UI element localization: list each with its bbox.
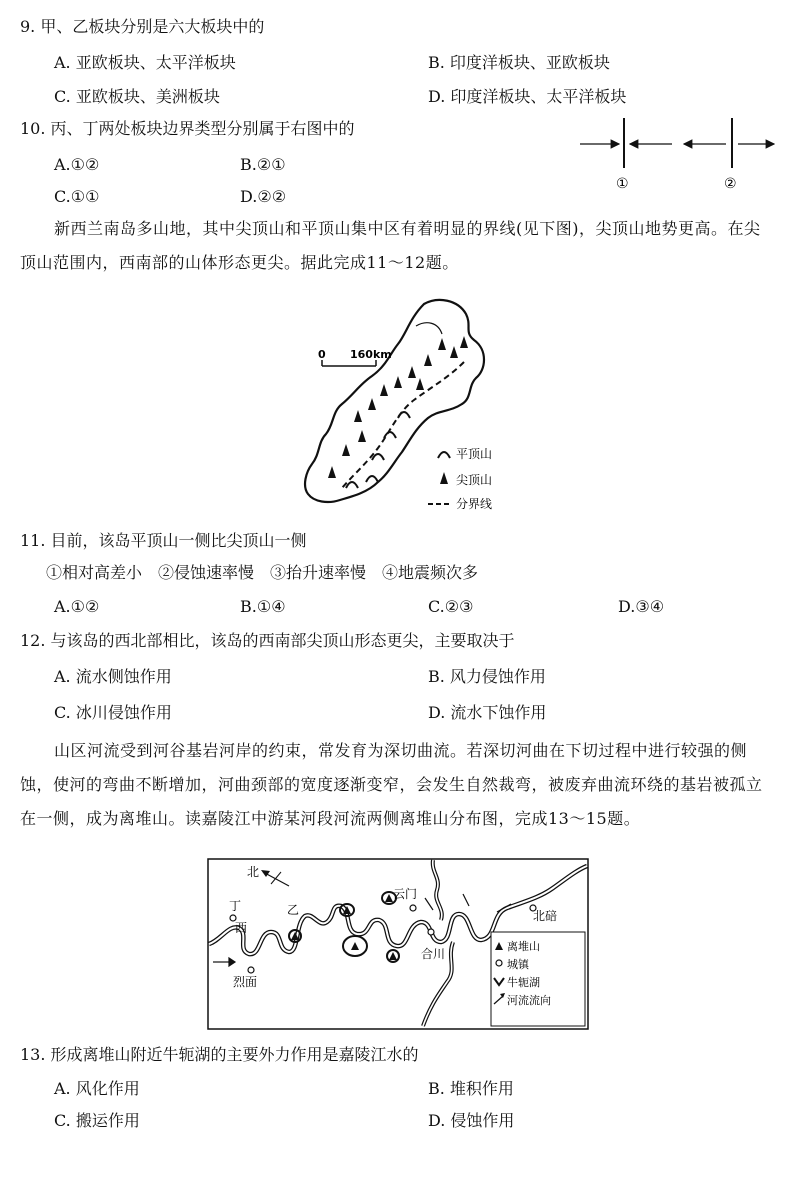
q13-option-c: C. 搬运作用 [54, 1111, 140, 1130]
label-yi: 乙 [287, 903, 300, 917]
q11-items: ①相对高差小 ②侵蚀速率慢 ③抬升速率慢 ④地震频次多 [46, 563, 479, 582]
q11-option-c: C.②③ [428, 597, 474, 616]
label-xi: 西 [235, 921, 248, 935]
legend-flow: 河流流向 [507, 994, 551, 1007]
q12-option-b: B. 风力侵蚀作用 [428, 667, 546, 686]
label-hechuan: 合川 [421, 947, 446, 961]
q9-option-d: D. 印度洋板块、太平洋板块 [428, 87, 627, 106]
q9-stem: 9. 甲、乙板块分别是六大板块中的 [20, 17, 265, 36]
town-markers [230, 905, 536, 973]
q9-option-c: C. 亚欧板块、美洲板块 [54, 87, 220, 106]
q10-option-b: B.②① [240, 155, 286, 174]
q13-option-a: A. 风化作用 [54, 1079, 140, 1098]
q9-option-a: A. 亚欧板块、太平洋板块 [54, 53, 236, 72]
flat-mountains [346, 412, 410, 488]
inner-ridge [416, 323, 442, 334]
north-arrow [247, 865, 289, 886]
divide-line [342, 362, 464, 488]
north-label: 北 [247, 865, 260, 879]
map1-legend [428, 447, 492, 511]
isolated-hills [289, 892, 399, 962]
q13-option-d: D. 侵蚀作用 [428, 1111, 515, 1130]
legend-town: 城镇 [507, 958, 529, 971]
scale-bar [318, 348, 392, 366]
q12-option-d: D. 流水下蚀作用 [428, 703, 547, 722]
jialing-river-map [207, 858, 589, 1030]
plate-boundary-figure [576, 116, 776, 196]
label-beibei: 北碚 [533, 909, 558, 923]
map2-legend [491, 932, 585, 1026]
label-ding: 丁 [229, 899, 242, 913]
q13-option-b: B. 堆积作用 [428, 1079, 514, 1098]
q10-stem: 10. 丙、丁两处板块边界类型分别属于右图中的 [20, 119, 355, 138]
scale-value: 160km [350, 348, 392, 361]
legend-hill: 离堆山 [507, 940, 540, 953]
q11-stem: 11. 目前，该岛平顶山一侧比尖顶山一侧 [20, 531, 307, 550]
label-yunmen: 云门 [393, 887, 418, 901]
q10-option-a: A.①② [54, 155, 100, 174]
q12-option-c: C. 冰川侵蚀作用 [54, 703, 172, 722]
south-island-map [298, 292, 530, 514]
q10-option-c: C.①① [54, 187, 100, 206]
q11-option-b: B.①④ [240, 597, 286, 616]
q12-stem: 12. 与该岛的西北部相比，该岛的西南部尖顶山形态更尖，主要取决于 [20, 631, 515, 650]
q11-option-a: A.①② [54, 597, 100, 616]
fig-label-2: ② [724, 176, 737, 192]
fig-label-1: ① [616, 176, 629, 192]
legend-flat: 平顶山 [456, 447, 493, 461]
q9-option-b: B. 印度洋板块、亚欧板块 [428, 53, 610, 72]
legend-line: 分界线 [456, 497, 493, 511]
label-liemian: 烈面 [233, 975, 258, 989]
q10-option-d: D.②② [240, 187, 287, 206]
legend-peak: 尖顶山 [456, 473, 493, 487]
passage-new-zealand: 新西兰南岛多山地，其中尖顶山和平顶山集中区有着明显的界线(见下图)，尖顶山地势更高。在尖顶山范围内，西南部的山体形态更尖。据此完成11～12题。 [20, 219, 761, 272]
q13-stem: 13. 形成离堆山附近牛轭湖的主要外力作用是嘉陵江水的 [20, 1045, 419, 1064]
legend-lake: 牛轭湖 [507, 976, 540, 989]
q11-option-d: D.③④ [618, 597, 665, 616]
passage-jialing-river: 山区河流受到河谷基岩河岸的约束，常发育为深切曲流。若深切河曲在下切过程中进行较强的侧蚀，使河的弯曲不断增加，河曲颈部的宽度逐渐变窄，会发生自然裁弯，被废弃曲流环绕的基岩被孤立在一侧，成为离堆山。读嘉陵江中游某河段河流两侧离堆山分布图，完成13～15题。 [20, 741, 763, 828]
scale-zero: 0 [318, 348, 326, 361]
q12-option-a: A. 流水侧蚀作用 [54, 667, 172, 686]
